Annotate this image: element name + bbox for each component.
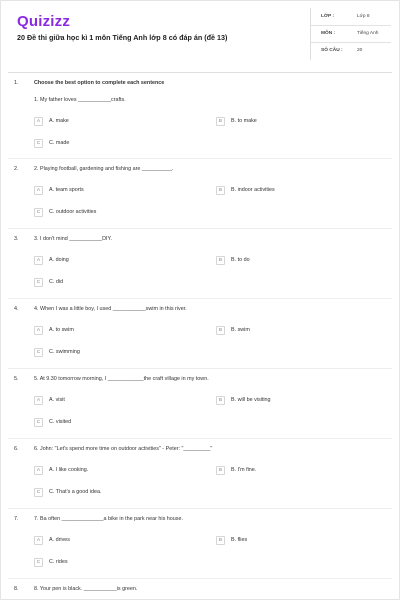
option-text: B. I'm fine. bbox=[231, 467, 257, 473]
question-text: 5. At 9.30 tomorrow morning, I ____________the craft village in my town. bbox=[34, 376, 209, 382]
meta-row-count bbox=[311, 42, 391, 59]
option-letter-box: C bbox=[34, 139, 43, 148]
question-divider bbox=[8, 158, 392, 159]
meta-label: SỐ CÂU : bbox=[321, 48, 343, 53]
option-text: A. team sports bbox=[49, 187, 84, 193]
meta-label: MÔN : bbox=[321, 31, 336, 36]
option-text: C. visited bbox=[49, 419, 72, 425]
option-letter-box: A bbox=[34, 396, 43, 405]
option-letter-box: C bbox=[34, 488, 43, 497]
option-letter-box: B bbox=[216, 536, 225, 545]
question-number: 7. bbox=[14, 516, 19, 522]
question-number: 2. bbox=[14, 166, 19, 172]
option-text: B. indoor activities bbox=[231, 187, 275, 193]
question-number: 6. bbox=[14, 446, 19, 452]
meta-label: LỚP : bbox=[321, 14, 335, 19]
option-letter-box: A bbox=[34, 466, 43, 475]
question-divider bbox=[8, 578, 392, 579]
question-divider bbox=[8, 298, 392, 299]
option-letter-box: A bbox=[34, 326, 43, 335]
worksheet-header bbox=[0, 0, 400, 72]
option-text: C. rides bbox=[49, 559, 68, 565]
option-text: A. I like cooking. bbox=[49, 467, 89, 473]
meta-value: Lớp 8 bbox=[357, 14, 370, 19]
question-text: 1. My father loves ___________crafts. bbox=[34, 97, 126, 103]
option-letter-box: B bbox=[216, 466, 225, 475]
option-letter-box: B bbox=[216, 256, 225, 265]
option-letter-box: A bbox=[34, 186, 43, 195]
document-title: 20 Đề thi giữa học kì 1 môn Tiếng Anh lớp 8 có đáp án (đề 13) bbox=[17, 33, 228, 42]
question-text: 4. When I was a little boy, I used ___________swim in this river. bbox=[34, 306, 187, 312]
meta-row-class bbox=[311, 8, 391, 26]
option-text: C. made bbox=[49, 140, 70, 146]
option-letter-box: C bbox=[34, 558, 43, 567]
option-text: B. will be visiting bbox=[231, 397, 271, 403]
option-text: B. to do bbox=[231, 257, 250, 263]
option-text: A. visit bbox=[49, 397, 65, 403]
question-text: 8. Your pen is black. ___________is green. bbox=[34, 586, 138, 592]
header-divider bbox=[8, 72, 392, 73]
question-number: 5. bbox=[14, 376, 19, 382]
question-divider bbox=[8, 508, 392, 509]
option-letter-box: B bbox=[216, 186, 225, 195]
option-letter-box: A bbox=[34, 117, 43, 126]
question-text: 3. I don't mind ___________DIY. bbox=[34, 236, 112, 242]
meta-info-box bbox=[310, 8, 391, 60]
section-title: Choose the best option to complete each sentence bbox=[34, 80, 165, 86]
question-text: 2. Playing football, gardening and fishing are __________. bbox=[34, 166, 174, 172]
option-text: A. make bbox=[49, 118, 69, 124]
option-text: A. to swim bbox=[49, 327, 74, 333]
option-text: C. outdoor activities bbox=[49, 209, 97, 215]
question-number: 8. bbox=[14, 586, 19, 592]
question-number: 1. bbox=[14, 80, 19, 86]
option-letter-box: C bbox=[34, 348, 43, 357]
option-text: C. swimming bbox=[49, 349, 80, 355]
option-text: C. That's a good idea. bbox=[49, 489, 102, 495]
option-text: B. to make bbox=[231, 118, 257, 124]
question-text: 6. John: "Let's spend more time on outdoor activities" - Peter: "_________" bbox=[34, 446, 213, 452]
question-number: 3. bbox=[14, 236, 19, 242]
option-letter-box: B bbox=[216, 117, 225, 126]
option-letter-box: A bbox=[34, 536, 43, 545]
option-text: C. did bbox=[49, 279, 64, 285]
question-divider bbox=[8, 368, 392, 369]
question-number: 4. bbox=[14, 306, 19, 312]
meta-value: 20 bbox=[357, 48, 363, 53]
option-letter-box: A bbox=[34, 256, 43, 265]
question-divider bbox=[8, 438, 392, 439]
meta-value: Tiếng Anh bbox=[357, 31, 379, 36]
option-letter-box: C bbox=[34, 278, 43, 287]
option-text: A. drives bbox=[49, 537, 70, 543]
option-letter-box: B bbox=[216, 396, 225, 405]
quizizz-logo: Quizizz bbox=[17, 13, 71, 30]
option-text: B. swim bbox=[231, 327, 250, 333]
option-text: B. flies bbox=[231, 537, 248, 543]
question-text: 7. Ba often ______________a bike in the park near his house. bbox=[34, 516, 183, 522]
meta-row-subject bbox=[311, 25, 391, 43]
option-text: A. doing bbox=[49, 257, 69, 263]
option-letter-box: B bbox=[216, 326, 225, 335]
question-divider bbox=[8, 228, 392, 229]
option-letter-box: C bbox=[34, 418, 43, 427]
option-letter-box: C bbox=[34, 208, 43, 217]
